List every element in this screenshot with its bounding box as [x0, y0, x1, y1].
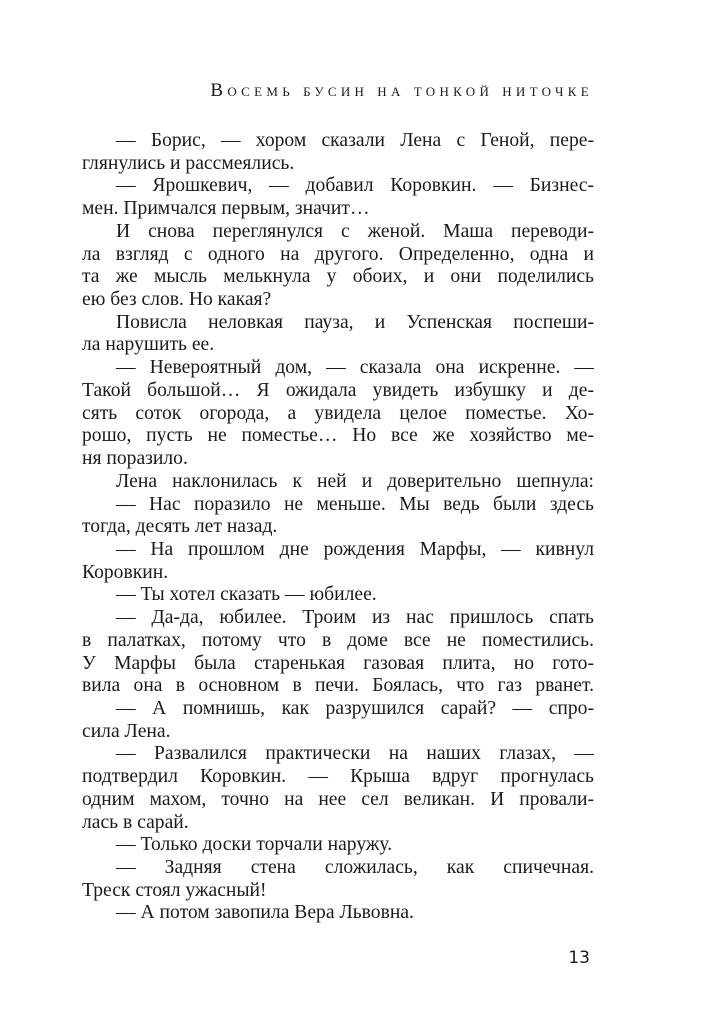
text-line: — Задняя стена сложилась, как спичечная.: [116, 857, 594, 878]
text-line: — Борис, — хором сказали Лена с Геной, пере-: [116, 130, 594, 151]
text-line: Коровкин.: [82, 561, 169, 583]
text-line: подтвердил Коровкин. — Крыша вдруг прогнулась: [82, 766, 594, 788]
text-line: рошо, пусть не поместье… Но все же хозяйство ме-: [82, 425, 594, 447]
text-line: — Невероятный дом, — сказала она искренне. —: [116, 357, 594, 379]
text-line: — Нас поразило не меньше. Мы ведь были здесь: [116, 493, 594, 515]
text-line: — А потом завопила Вера Львовна.: [116, 902, 414, 924]
text-line: И снова переглянулся с женой. Маша переводи-: [116, 220, 594, 242]
text-line: ею без слов. Но какая?: [82, 289, 272, 311]
text-line: — Ты хотел сказать — юбилее.: [116, 584, 377, 606]
text-line: Лена наклонилась к ней и доверительно шепнула:: [116, 470, 594, 492]
text-line: — Развалился практически на наших глазах, —: [116, 743, 594, 765]
running-head: Восемь бусин на тонкой ниточке: [210, 80, 593, 101]
text-line: ня поразило.: [82, 448, 188, 470]
text-line: глянулись и рассмеялись.: [82, 152, 295, 174]
text-line: ла взгляд с одного на другого. Определенно, одна и: [82, 243, 594, 265]
text-line: та же мысль мелькнула у обоих, и они поделились: [82, 266, 594, 288]
text-line: — Да-да, юбилее. Троим из нас пришлось спать: [116, 607, 594, 629]
text-line: вила она в основном в печи. Боялась, что газ рванет.: [82, 675, 594, 697]
text-line: — Только доски торчали наружу.: [116, 834, 393, 856]
text-line: одним махом, точно на нее сел великан. И провали-: [82, 788, 594, 810]
text-line: лась в сарай.: [82, 811, 189, 833]
text-line: сила Лена.: [82, 720, 171, 742]
text-line: в палатках, потому что в доме все не поместились.: [82, 629, 594, 651]
text-line: — Ярошкевич, — добавил Коровкин. — Бизнес-: [116, 175, 594, 197]
text-line: ла нарушить ее.: [82, 334, 215, 356]
text-line: У Марфы была старенькая газовая плита, но гото-: [82, 652, 594, 674]
text-line: Треск стоял ужасный!: [82, 879, 267, 901]
text-line: тогда, десять лет назад.: [82, 516, 278, 538]
text-line: мен. Примчался первым, значит…: [82, 198, 370, 220]
text-line: сять соток огорода, а увидела целое поместье. Хо-: [82, 402, 594, 424]
text-line: — На прошлом дне рождения Марфы, — кивнул: [116, 538, 594, 560]
page-number: 13: [568, 948, 590, 968]
text-line: Повисла неловкая пауза, и Успенская поспеши-: [116, 311, 594, 333]
text-line: Такой большой… Я ожидала увидеть избушку и де-: [82, 379, 594, 401]
text-line: — А помнишь, как разрушился сарай? — спро-: [116, 697, 594, 719]
body-text: [82, 130, 594, 925]
